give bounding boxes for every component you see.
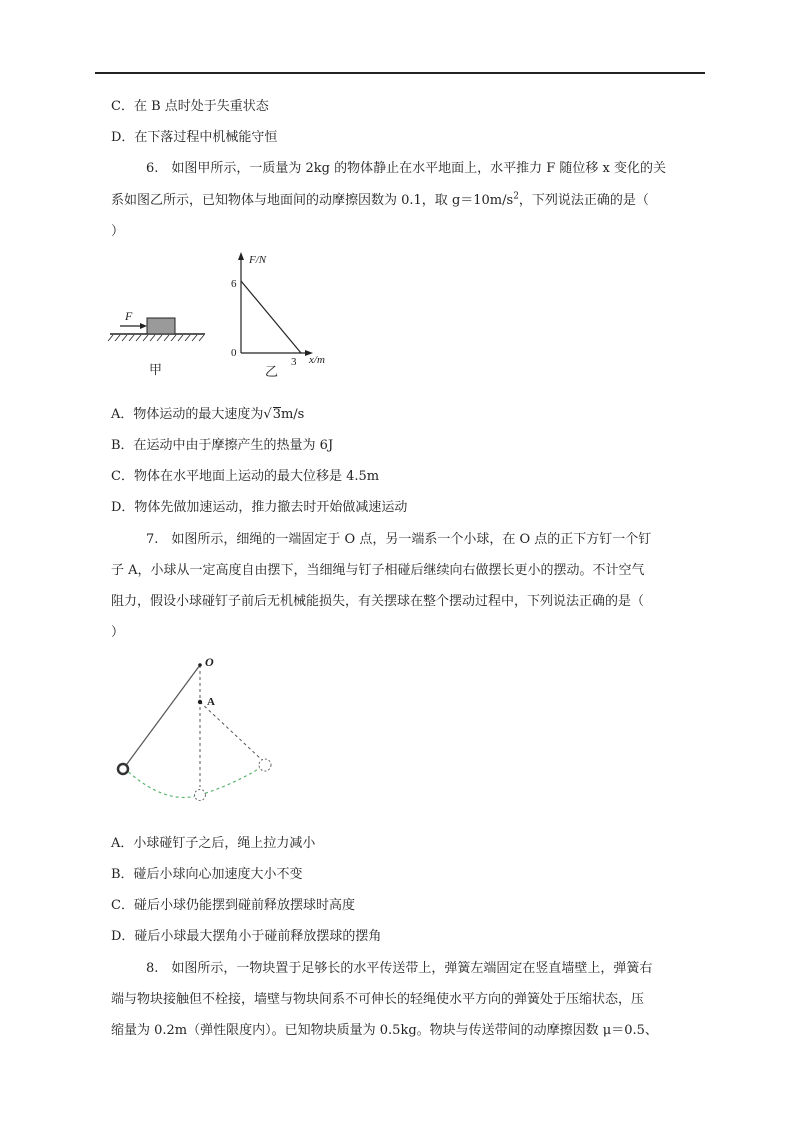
caption-jia: 甲	[149, 362, 163, 377]
q8-stem-line2: 端与物块接触但不栓接，墙壁与物块间系不可伸长的轻绳使水平方向的弹簧处于压缩状态，压	[111, 992, 645, 1007]
ball-start	[118, 764, 128, 774]
x-tick-label: 3	[291, 356, 297, 368]
label-a: A	[207, 696, 215, 708]
q7-stem-line1: 7. 如图所示，细绳的一端固定于 O 点，另一端系一个小球，在 O 点的正下方钉一个钉	[146, 532, 652, 547]
q6-option-c: C．物体在水平地面上运动的最大位移是 4.5m	[111, 469, 380, 484]
pivot-o	[198, 663, 202, 667]
string-after	[200, 702, 262, 760]
force-line	[241, 281, 301, 353]
origin-label: 0	[231, 347, 237, 359]
y-axis-label: F/N	[249, 254, 267, 266]
force-label: F	[125, 309, 133, 323]
q5-option-c: C．在 B 点时处于失重状态	[111, 99, 269, 114]
q7-pendulum-figure	[110, 650, 290, 810]
y-axis-arrow	[238, 252, 244, 260]
x-axis-label: x/m	[309, 354, 325, 366]
q6-stem-line3: ）	[111, 224, 125, 239]
ball-end	[259, 759, 271, 771]
force-arrow-head	[140, 323, 147, 329]
q7-stem-line3: 阻力，假设小球碰钉子前后无机械能损失，有关摆球在整个摆动过程中，下列说法正确的是（	[111, 594, 645, 609]
swing-arc	[124, 765, 265, 797]
q6-figure	[105, 250, 345, 380]
block	[147, 318, 175, 334]
q7-option-d: D．碰后小球最大摆角小于碰前释放摆球的摆角	[111, 929, 382, 944]
q8-stem-line3: 缩量为 0.2m（弹性限度内）。已知物块质量为 0.5kg。物块与传送带间的动摩擦因数 μ＝0.5、	[111, 1023, 658, 1038]
q6-option-d: D．物体先做加速运动，推力撤去时开始做减速运动	[111, 500, 408, 515]
f-x-graph	[231, 252, 325, 379]
caption-yi: 乙	[265, 364, 279, 379]
q6-stem-line1: 6. 如图甲所示，一质量为 2kg 的物体静止在水平地面上，水平推力 F 随位移 x 变化的关	[146, 161, 667, 176]
y-tick-label: 6	[231, 278, 237, 290]
string-before	[124, 665, 200, 768]
q6-stem-line2: 系如图乙所示，已知物体与地面间的动摩擦因数为 0.1，取 $g=10m/s^2$，下列说法正确的是（	[111, 191, 649, 208]
q8-stem-line1: 8. 如图所示，一物块置于足够长的水平传送带上，弹簧左端固定在竖直墙壁上，弹簧右	[146, 961, 653, 976]
q6-option-b: B．在运动中由于摩擦产生的热量为 6J	[111, 438, 334, 453]
q7-option-b: B．碰后小球向心加速度大小不变	[111, 867, 303, 882]
q7-option-a: A．小球碰钉子之后，绳上拉力减小	[111, 836, 316, 851]
nail-a	[198, 700, 202, 704]
q7-stem-line2: 子 A，小球从一定高度自由摆下，当细绳与钉子相碰后继续向右做摆长更小的摆动。不计空气	[111, 563, 645, 578]
floor-hatching	[108, 335, 204, 341]
ball-bottom	[195, 790, 206, 801]
block-pushed-figure	[108, 309, 205, 377]
q7-stem-line4: ）	[111, 625, 125, 640]
q7-option-c: C．碰后小球仍能摆到碰前释放摆球时高度	[111, 898, 355, 913]
label-o: O	[205, 655, 214, 669]
q6-option-a: A．物体运动的最大速度为√3m/s	[111, 407, 305, 422]
header-rule	[95, 72, 705, 74]
q5-option-d: D．在下落过程中机械能守恒	[111, 130, 278, 145]
